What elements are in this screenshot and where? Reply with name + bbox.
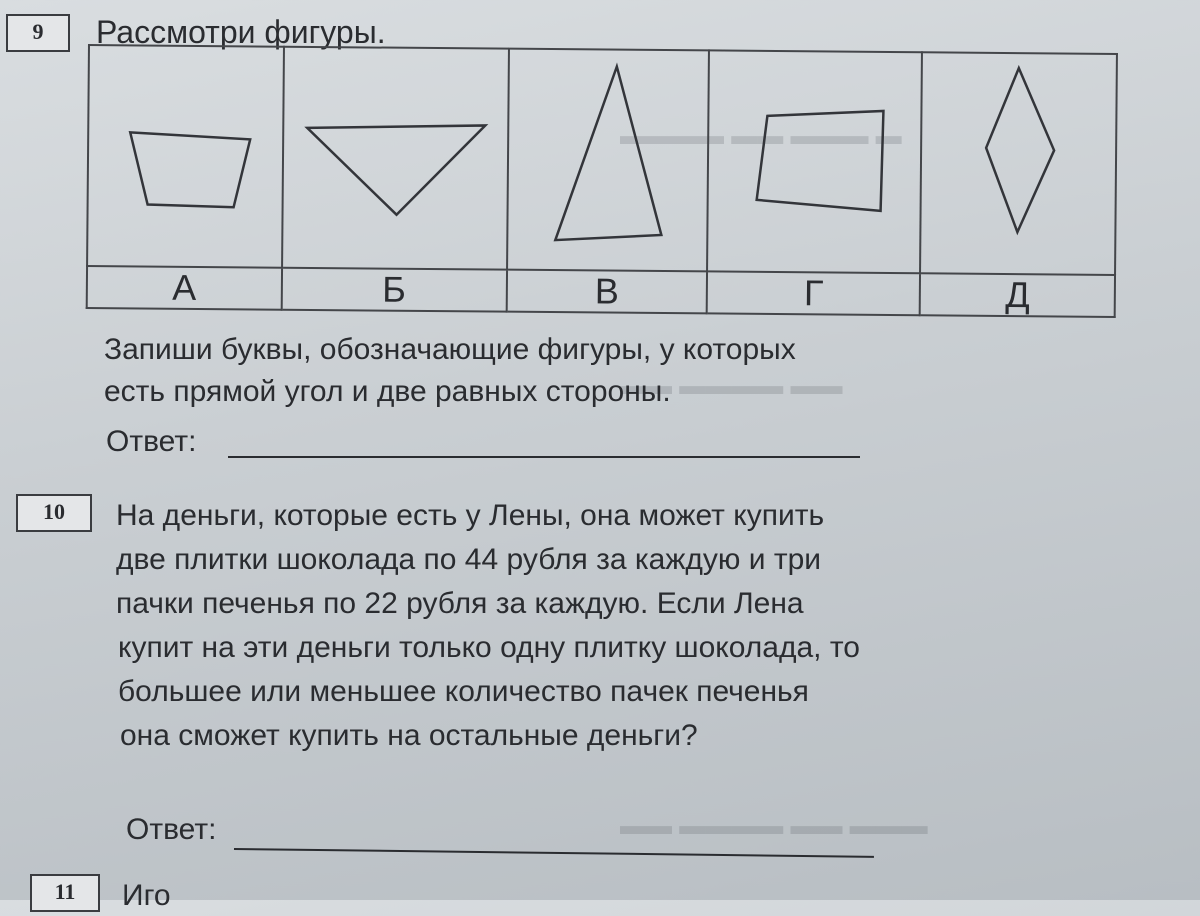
q10-line-5: большее или меньшее количество пачек печенья [118,675,809,708]
q9-answer-label: Ответ: [106,425,197,458]
q10-line-6: она сможет купить на остальные деньги? [120,719,698,752]
q11-partial-text: Иго [122,879,171,912]
figure-label-a: А [87,266,282,310]
q10-line-4: купит на эти деньги только одну плитку шоколада, то [118,631,860,664]
quadrilateral-figure [710,51,920,267]
q10-line-3: пачки печенья по 22 рубля за каждую. Если Лена [116,587,804,620]
figure-cell-a [87,45,284,268]
q10-answer-field[interactable] [234,848,874,858]
question-number-9: 9 [6,14,70,52]
show-through-text: ▬▬▬ ▬▬ ▬▬▬▬ ▬▬ [620,810,928,840]
q9-title: Рассмотри фигуры. [96,14,386,50]
figure-label-v: В [506,270,707,314]
isosceles-triangle-figure [509,50,707,266]
q9-question-line-2: есть прямой угол и две равных стороны. [104,375,671,408]
trapezoid-figure [89,46,281,262]
figures-table [86,44,1118,318]
figure-cell-b [282,47,509,270]
q10-line-2: две плитки шоколада по 44 рубля за каждую и три [116,543,822,576]
figure-label-d: Д [920,273,1115,317]
figure-label-b: Б [281,268,506,312]
figure-cell-g [707,50,922,273]
question-number-10: 10 [16,494,92,532]
right-isosceles-triangle-figure [284,48,506,264]
q9-question-line-1: Запиши буквы, обозначающие фигуры, у которых [104,333,796,366]
show-through-text: ▬ ▬▬▬ ▬▬ ▬▬▬▬ [620,120,902,150]
rhombus-figure [923,53,1115,269]
show-through-text: ▬▬ ▬▬▬▬ ▬▬ [620,370,843,400]
figure-label-g: Г [707,271,920,315]
figure-cell-d [920,52,1117,275]
figure-cell-v [507,49,710,272]
q10-answer-label: Ответ: [126,813,217,846]
question-number-11: 11 [30,874,100,912]
q9-answer-field[interactable] [228,456,860,458]
q10-line-1: На деньги, которые есть у Лены, она может купить [116,499,825,532]
